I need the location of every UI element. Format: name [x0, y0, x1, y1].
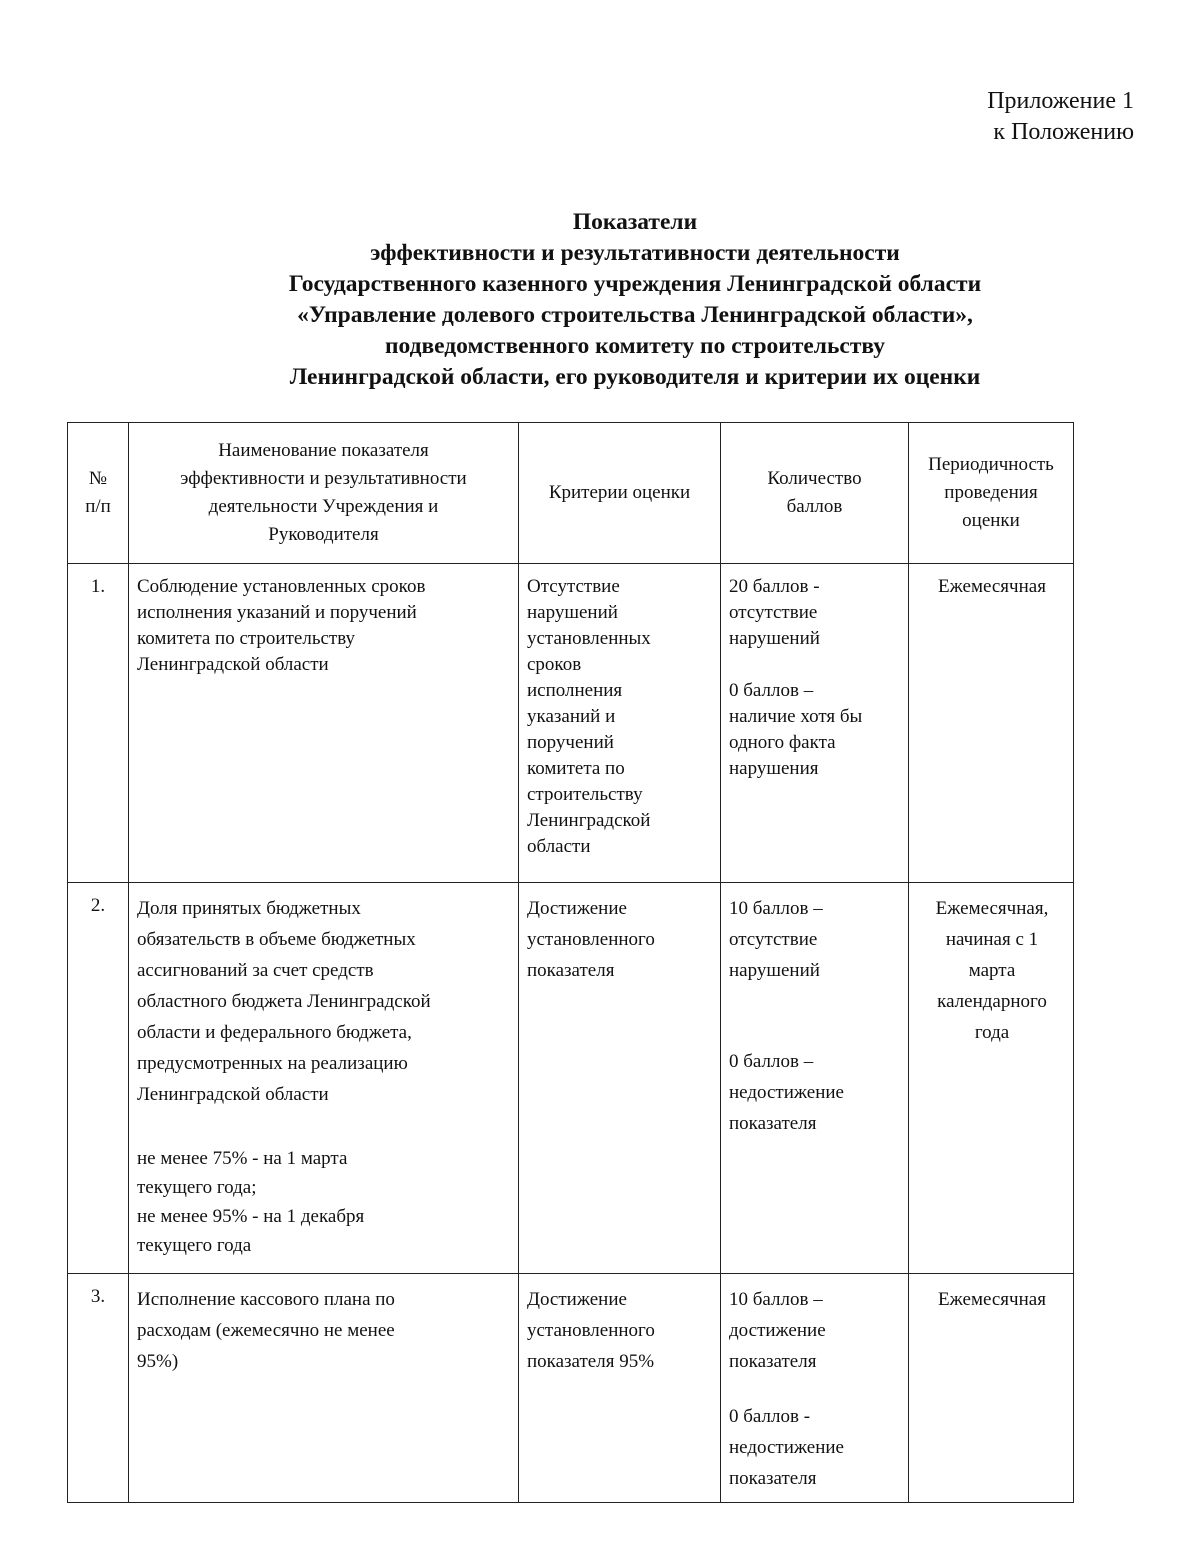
cell-line: 0 баллов – — [729, 1051, 814, 1072]
indicators-table — [67, 422, 1074, 1503]
criteria-cell — [519, 883, 721, 1274]
cell-line: 20 баллов - — [729, 576, 820, 597]
cell-line: календарного — [937, 991, 1047, 1012]
header-text: Наименование показателя — [218, 440, 429, 461]
header-points — [721, 423, 909, 564]
header-text: проведения — [944, 482, 1038, 503]
cell-line: комитета по строительству — [137, 628, 356, 649]
table-header-row — [68, 423, 1074, 564]
cell-line: 0 баллов – — [729, 680, 814, 701]
cell-line: показателя 95% — [527, 1351, 655, 1372]
cell-line: не менее 75% - на 1 марта — [137, 1148, 348, 1169]
cell-line: исполнения — [527, 680, 623, 701]
cell-line: нарушений — [729, 628, 820, 649]
cell-line: Отсутствие — [527, 576, 620, 597]
spacer — [729, 986, 902, 1046]
cell-line: нарушения — [729, 758, 819, 779]
cell-line: одного факта — [729, 732, 836, 753]
appendix-line-1: Приложение 1 — [987, 88, 1134, 114]
cell-line: отсутствие — [729, 602, 818, 623]
cell-line: указаний и — [527, 706, 616, 727]
appendix-label — [987, 86, 1134, 148]
title-line: эффективности и результативности деятельности — [370, 240, 900, 266]
cell-line: показателя — [729, 1113, 817, 1134]
cell-line: показателя — [527, 960, 615, 981]
header-name — [129, 423, 519, 564]
header-text: Количество — [767, 468, 862, 489]
cell-line: Ежемесячная — [938, 1289, 1046, 1310]
document-title — [100, 207, 1170, 393]
title-line: Показатели — [572, 209, 698, 235]
cell-line: сроков — [527, 654, 582, 675]
cell-line: комитета по — [527, 758, 625, 779]
cell-line: установленных — [527, 628, 651, 649]
cell-line: Ежемесячная — [938, 576, 1046, 597]
cell-line: Соблюдение установленных сроков — [137, 576, 426, 597]
cell-line: недостижение — [729, 1437, 844, 1458]
cell-line: установленного — [527, 1320, 655, 1341]
cell-line: текущего года; — [137, 1177, 257, 1198]
cell-line: отсутствие — [729, 929, 818, 950]
header-text: Критерии оценки — [548, 482, 691, 503]
cell-line: строительству — [527, 784, 643, 805]
header-text: Руководителя — [268, 524, 379, 545]
appendix-line-2: к Положению — [993, 119, 1134, 145]
cell-line: начиная с 1 — [945, 929, 1039, 950]
header-text: эффективности и результативности — [180, 468, 467, 489]
cell-line: областного бюджета Ленинградской — [137, 991, 431, 1012]
header-text: № — [88, 468, 108, 489]
cell-line: поручений — [527, 732, 614, 753]
spacer — [729, 652, 902, 678]
cell-line: показателя — [729, 1351, 817, 1372]
cell-line: ассигнований за счет средств — [137, 960, 374, 981]
indicator-name — [129, 564, 519, 883]
cell-line: установленного — [527, 929, 655, 950]
header-criteria — [519, 423, 721, 564]
period-cell — [909, 883, 1074, 1274]
title-line: Государственного казенного учреждения Ленинградской области — [288, 271, 982, 297]
indicator-name — [129, 1274, 519, 1503]
title-line: Ленинградской области, его руководителя и критерии их оценки — [289, 364, 981, 390]
cell-line: нарушений — [527, 602, 618, 623]
cell-line: текущего года — [137, 1235, 252, 1256]
cell-line: обязательств в объеме бюджетных — [137, 929, 416, 950]
cell-line: Ленинградской — [527, 810, 651, 831]
cell-line: Исполнение кассового плана по — [137, 1289, 395, 1310]
criteria-cell — [519, 1274, 721, 1503]
cell-line: 0 баллов - — [729, 1406, 811, 1427]
header-text: Периодичность — [928, 454, 1054, 475]
header-num — [68, 423, 129, 564]
header-text: оценки — [962, 510, 1020, 531]
cell-line: области и федерального бюджета, — [137, 1022, 412, 1043]
cell-line: недостижение — [729, 1082, 844, 1103]
cell-line: достижение — [729, 1320, 826, 1341]
cell-line: Достижение — [527, 1289, 627, 1310]
header-text: деятельности Учреждения и — [208, 496, 439, 517]
title-line: подведомственного комитету по строительству — [384, 333, 886, 359]
spacer — [137, 1110, 512, 1144]
table-row — [68, 564, 1074, 883]
points-cell — [721, 883, 909, 1274]
cell-line: нарушений — [729, 960, 820, 981]
indicator-name — [129, 883, 519, 1274]
header-text: п/п — [85, 496, 111, 517]
cell-line: исполнения указаний и поручений — [137, 602, 417, 623]
cell-line: предусмотренных на реализацию — [137, 1053, 408, 1074]
cell-line: Доля принятых бюджетных — [137, 898, 361, 919]
cell-line: расходам (ежемесячно не менее — [137, 1320, 395, 1341]
cell-line: Ежемесячная, — [935, 898, 1049, 919]
criteria-cell — [519, 564, 721, 883]
table-row — [68, 1274, 1074, 1503]
cell-line: Ленинградской области — [137, 654, 329, 675]
cell-line: 95%) — [137, 1351, 179, 1372]
cell-line: марта — [968, 960, 1016, 981]
cell-line: показателя — [729, 1468, 817, 1489]
period-cell — [909, 564, 1074, 883]
points-cell — [721, 1274, 909, 1503]
spacer — [729, 1377, 902, 1401]
points-cell — [721, 564, 909, 883]
row-number: 2. — [68, 883, 129, 1274]
cell-line: 10 баллов – — [729, 1289, 823, 1310]
cell-line: наличие хотя бы — [729, 706, 863, 727]
cell-line: области — [527, 836, 591, 857]
table-row — [68, 883, 1074, 1274]
cell-line: Достижение — [527, 898, 627, 919]
cell-line: не менее 95% - на 1 декабря — [137, 1206, 365, 1227]
title-line: «Управление долевого строительства Ленинградской области», — [297, 302, 973, 328]
row-number: 3. — [68, 1274, 129, 1503]
cell-line: года — [974, 1022, 1010, 1043]
cell-line: Ленинградской области — [137, 1084, 329, 1105]
row-number: 1. — [68, 564, 129, 883]
period-cell — [909, 1274, 1074, 1503]
cell-line: 10 баллов – — [729, 898, 823, 919]
header-period — [909, 423, 1074, 564]
header-text: баллов — [786, 496, 843, 517]
